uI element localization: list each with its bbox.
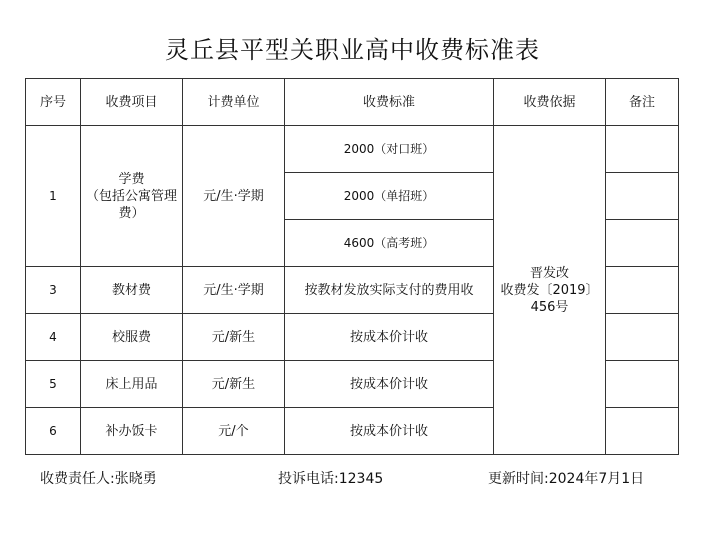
table-header-row <box>26 79 679 126</box>
row-standard: 按成本价计收 <box>285 361 494 408</box>
update-time: 更新时间:2024年7月1日 <box>488 471 645 487</box>
header-note: 备注 <box>606 79 679 126</box>
tuition-item-name: 学费 <box>118 171 145 187</box>
fee-basis-line3: 456号 <box>530 299 569 315</box>
tuition-item-note: （包括公寓管理费） <box>85 188 177 221</box>
header-seq: 序号 <box>26 79 81 126</box>
note-cell <box>606 173 679 220</box>
row-unit: 元/新生 <box>183 314 285 361</box>
note-cell <box>606 408 679 455</box>
row-item: 床上用品 <box>81 361 183 408</box>
tuition-item <box>81 126 183 267</box>
row-standard: 按教材发放实际支付的费用收 <box>285 267 494 314</box>
responsible-person: 收费责任人:张晓勇 <box>40 471 157 487</box>
row-standard: 按成本价计收 <box>285 314 494 361</box>
tuition-unit: 元/生·学期 <box>183 126 285 267</box>
header-item: 收费项目 <box>81 79 183 126</box>
complaint-phone: 投诉电话:12345 <box>278 471 384 487</box>
fee-basis-line1: 晋发改 <box>529 265 569 281</box>
fee-basis-cell <box>494 126 606 455</box>
tuition-seq: 1 <box>26 126 81 267</box>
fee-standard-table <box>25 78 679 455</box>
row-unit: 元/新生 <box>183 361 285 408</box>
note-cell <box>606 267 679 314</box>
row-item: 教材费 <box>81 267 183 314</box>
note-cell <box>606 126 679 173</box>
note-cell <box>606 220 679 267</box>
tuition-standard-1: 2000（对口班） <box>285 126 494 173</box>
row-seq: 6 <box>26 408 81 455</box>
row-seq: 4 <box>26 314 81 361</box>
fee-basis-line2: 收费发〔2019〕 <box>500 282 599 298</box>
row-standard: 按成本价计收 <box>285 408 494 455</box>
row-seq: 5 <box>26 361 81 408</box>
header-basis: 收费依据 <box>494 79 606 126</box>
row-item: 补办饭卡 <box>81 408 183 455</box>
page-title: 灵丘县平型关职业高中收费标准表 <box>165 36 540 64</box>
note-cell <box>606 314 679 361</box>
row-item: 校服费 <box>81 314 183 361</box>
header-standard: 收费标准 <box>285 79 494 126</box>
table-row <box>26 126 679 173</box>
tuition-standard-2: 2000（单招班） <box>285 173 494 220</box>
note-cell <box>606 361 679 408</box>
row-unit: 元/个 <box>183 408 285 455</box>
tuition-standard-3: 4600（高考班） <box>285 220 494 267</box>
header-unit: 计费单位 <box>183 79 285 126</box>
row-unit: 元/生·学期 <box>183 267 285 314</box>
row-seq: 3 <box>26 267 81 314</box>
